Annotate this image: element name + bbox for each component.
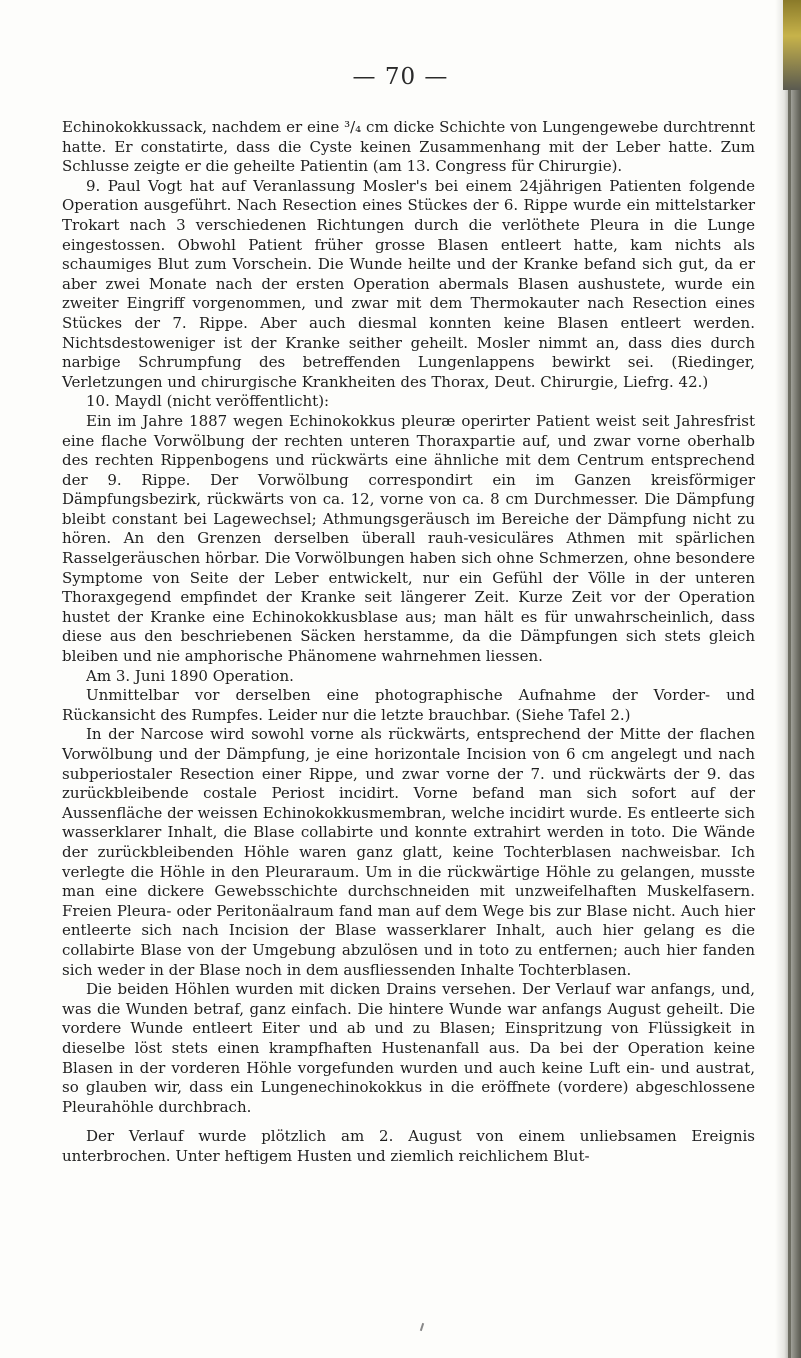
paragraph: Der Verlauf wurde plötzlich am 2. August von einem unliebsamen Ereignis unterbrochen. Unter heftigem Husten und ziemlich reichlichem Blut- [62, 1127, 755, 1165]
paragraph: Die beiden Höhlen wurden mit dicken Drains versehen. Der Verlauf war anfangs, und, was die Wunden betraf, ganz einfach. Die hintere Wunde war anfangs August geheilt. Die vordere Wunde entleert Eiter und ab und zu Blasen; Einspritzung von Flüssigkeit in dieselbe löst stets einen krampfhaften Hustenanfall aus. Da bei der Operation keine Blasen in der vorderen Höhle vorgefunden wurden und auch keine Luft ein- und austrat, so glauben wir, dass ein Lungenechinokokkus in die eröffnete (vordere) abgeschlossene Pleurahöhle durchbrach. [62, 980, 755, 1116]
paragraph: Unmittelbar vor derselben eine photographische Aufnahme der Vorder- und Rückansicht des Rumpfes. Leider nur die letzte brauchbar. (Siehe Tafel 2.) [62, 686, 755, 724]
paragraph: 10. Maydl (nicht veröffentlicht): [86, 392, 330, 411]
paragraph: In der Narcose wird sowohl vorne als rückwärts, entsprechend der Mitte der flachen Vorwölbung und der Dämpfung, je eine horizontale Incision von 6 cm angelegt und nach subperiostaler Resection einer Rippe, und zwar vorne der 7. und rückwärts der 9. das zurückbleibende costale Periost incidirt. Vorne befand man sich sofort auf der Aussenfläche der weissen Echinokokkusmembran, welche incidirt wurde. Es entleerte sich wasserklarer Inhalt, die Blase collabirte und konnte extrahirt werden in toto. Die Wände der zurückbleibenden Höhle waren ganz glatt, keine Tochterblasen nachweisbar. Ich verlegte die Höhle in den Pleuraraum. Um in die rückwärtige Höhle zu gelangen, musste man eine dickere Gewebsschichte durchschneiden mit unzweifelhaften Muskelfasern. Freien Pleura- oder Peritonäalraum fand man auf dem Wege bis zur Blase nicht. Auch hier entleerte sich nach Incision der Blase wasserklarer Inhalt, auch hier gelang es die collabirte Blase von der Umgebung abzulösen und in toto zu entfernen; auch hier fanden sich weder in der Blase noch in dem ausfliessenden Inhalte Tochterblasen. [62, 725, 755, 979]
page-number: — 70 — [352, 64, 449, 90]
paragraph: 9. Paul Vogt hat auf Veranlassung Mosler's bei einem 24jährigen Patienten folgende Operation ausgeführt. Nach Resection eines Stückes der 6. Rippe wurde ein mittelstarker Trokart nach 3 verschiedenen Richtungen durch die verlöthete Pleura in die Lunge eingestossen. Obwohl Patient früher grosse Blasen entleert hatte, kam nichts als schaumiges Blut zum Vorschein. Die Wunde heilte und der Kranke befand sich gut, da er aber zwei Monate nach der ersten Operation abermals Blasen aushustete, wurde ein zweiter Eingriff vorgenommen, und zwar mit dem Thermokauter nach Resection eines Stückes der 7. Rippe. Aber auch diesmal konnten keine Blasen entleert werden. Nichtsdestoweniger ist der Kranke seither geheilt. Mosler nimmt an, dass dies durch narbige Schrumpfung des betreffenden Lungenlappens bewirkt sei. (Riedinger, Verletzungen und chirurgische Krankheiten des Thorax, Deut. Chirurgie, Liefrg. 42.) [62, 176, 755, 391]
book-binding-line [788, 0, 791, 1358]
book-binding-corner [783, 0, 801, 90]
paragraph: Am 3. Juni 1890 Operation. [86, 666, 294, 685]
body-text [62, 118, 755, 1166]
paper-speck [420, 1323, 424, 1331]
paragraph: Echinokokkussack, nachdem er eine ³/₄ cm dicke Schichte von Lungengewebe durchtrennt hatte. Er constatirte, dass die Cyste keinen Zusammenhang mit der Leber hatte. Zum Schlusse zeigte er die geheilte Patientin (am 13. Congress für Chirurgie). [62, 118, 755, 176]
paragraph: Ein im Jahre 1887 wegen Echinokokkus pleuræ operirter Patient weist seit Jahresfrist eine flache Vorwölbung der rechten unteren Thoraxpartie auf, und zwar vorne oberhalb des rechten Rippenbogens und rückwärts eine ähnliche mit dem Centrum entsprechend der 9. Rippe. Der Vorwölbung correspondirt ein im Ganzen kreisförmiger Dämpfungsbezirk, rückwärts von ca. 12, vorne von ca. 8 cm Durchmesser. Die Dämpfung bleibt constant bei Lagewechsel; Athmungsgeräusch im Bereiche der Dämpfung nicht zu hören. An den Grenzen derselben überall rauh-vesiculäres Athmen mit spärlichen Rasselgeräuschen hörbar. Die Vorwölbungen haben sich ohne Schmerzen, ohne besondere Symptome von Seite der Leber entwickelt, nur ein Gefühl der Völle in der unteren Thoraxgegend empfindet der Kranke seit längerer Zeit. Kurze Zeit vor der Operation hustet der Kranke eine Echinokokkusblase aus; man hält es für unwahrscheinlich, dass diese aus den beschriebenen Säcken herstamme, da die Dämpfungen sich stets gleich bleiben und nie amphorische Phänomene wahrnehmen liessen. [62, 411, 755, 666]
